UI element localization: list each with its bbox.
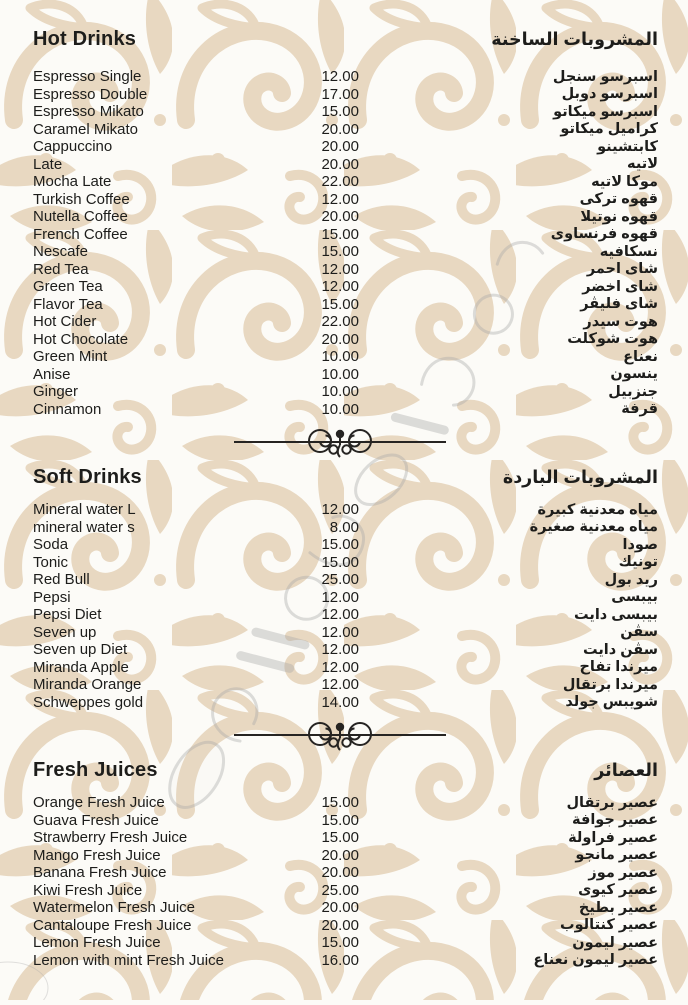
item-name-en: Anise <box>33 365 71 383</box>
item-name-ar: هوت سيدر <box>583 313 658 330</box>
item-name-ar: صودا <box>622 536 658 553</box>
item-name-en: Soda <box>33 536 69 554</box>
item-name-en: Pepsi <box>33 588 71 606</box>
menu-item-row <box>33 694 658 712</box>
section-heading <box>33 28 658 50</box>
menu-item-row <box>33 331 658 349</box>
section-title-ar: العصائر <box>594 760 658 780</box>
item-price: 25.00 <box>321 881 359 899</box>
item-price: 12.00 <box>321 278 359 296</box>
item-price: 15.00 <box>321 553 359 571</box>
menu-item-row <box>33 659 658 677</box>
item-name-en: Pepsi Diet <box>33 606 102 624</box>
menu-item-row <box>33 86 658 104</box>
item-price: 15.00 <box>321 536 359 554</box>
item-name-ar: عصير ليمون نعناع <box>533 952 658 969</box>
item-name-ar: بيبسى دايت <box>574 606 658 623</box>
menu-item-row <box>33 536 658 554</box>
item-name-en: Orange Fresh Juice <box>33 794 165 812</box>
item-price: 22.00 <box>321 313 359 331</box>
item-price: 20.00 <box>321 330 359 348</box>
section-fresh-juices <box>33 759 658 969</box>
section-title-ar: المشروبات الساخنة <box>491 29 658 49</box>
item-name-en: Cinnamon <box>33 400 102 418</box>
menu-item-row <box>33 401 658 419</box>
item-name-ar: لاتيه <box>627 156 658 173</box>
item-price: 15.00 <box>321 934 359 952</box>
item-name-ar: بيبسى <box>611 589 658 606</box>
menu-item-row <box>33 519 658 537</box>
item-price: 25.00 <box>321 571 359 589</box>
menu-item-row <box>33 829 658 847</box>
menu-item-row <box>33 899 658 917</box>
item-price: 16.00 <box>321 951 359 969</box>
section-title-en: Hot Drinks <box>33 28 137 50</box>
item-price: 20.00 <box>321 120 359 138</box>
menu-item-row <box>33 917 658 935</box>
item-price: 10.00 <box>321 400 359 418</box>
item-name-en: Hot Cider <box>33 313 97 331</box>
item-price: 12.00 <box>321 676 359 694</box>
item-price: 10.00 <box>321 383 359 401</box>
section-title-ar: المشروبات الباردة <box>502 467 658 487</box>
item-name-ar: ميرندا برتقال <box>562 676 658 693</box>
menu-item-row <box>33 191 658 209</box>
item-name-en: French Coffee <box>33 225 128 243</box>
item-name-en: Red Tea <box>33 260 89 278</box>
item-name-ar: تونيك <box>618 554 658 571</box>
menu-item-row <box>33 676 658 694</box>
item-name-en: Caramel Mikato <box>33 120 139 138</box>
soft-drinks-list <box>33 501 658 711</box>
item-name-ar: موكا لاتيه <box>591 173 658 190</box>
item-name-en: Turkish Coffee <box>33 190 130 208</box>
section-soft-drinks <box>33 466 658 711</box>
item-name-ar: اسبرسو ميكاتو <box>553 103 658 120</box>
item-name-ar: ميرندا تفاح <box>579 659 658 676</box>
menu-item-row <box>33 348 658 366</box>
menu-item-row <box>33 571 658 589</box>
item-price: 15.00 <box>321 829 359 847</box>
item-name-en: Mango Fresh Juice <box>33 846 161 864</box>
item-name-ar: مياه معدنية كبيرة <box>537 501 658 518</box>
item-name-en: Schweppes gold <box>33 693 144 711</box>
item-name-ar: اسبرسو دوبل <box>561 86 658 103</box>
menu-item-row <box>33 383 658 401</box>
menu-item-row <box>33 812 658 830</box>
item-name-ar: كراميل ميكاتو <box>560 121 658 138</box>
item-name-ar: قهوه فرنساوى <box>550 226 658 243</box>
menu-item-row <box>33 624 658 642</box>
item-price: 15.00 <box>321 103 359 121</box>
menu-item-row <box>33 226 658 244</box>
item-name-ar: نسكافيه <box>599 243 658 260</box>
item-name-ar: عصير جوافة <box>572 812 658 829</box>
menu-item-row <box>33 208 658 226</box>
menu-item-row <box>33 261 658 279</box>
item-name-ar: شاى احمر <box>586 261 658 278</box>
item-name-en: mineral water s <box>33 518 135 536</box>
section-heading <box>33 466 658 488</box>
item-price: 12.00 <box>321 623 359 641</box>
item-price: 15.00 <box>321 811 359 829</box>
item-name-en: Tonic <box>33 553 69 571</box>
section-hot-drinks <box>33 28 658 418</box>
item-name-en: Lemon Fresh Juice <box>33 934 161 952</box>
item-name-ar: شاى فليڤر <box>580 296 658 313</box>
item-name-ar: عصير فراولة <box>568 829 658 846</box>
item-price: 10.00 <box>321 365 359 383</box>
item-name-ar: عصير برتقال <box>566 794 658 811</box>
section-heading <box>33 759 658 781</box>
item-name-ar: عصير كيوى <box>578 882 658 899</box>
item-price: 12.00 <box>321 260 359 278</box>
item-price: 12.00 <box>321 606 359 624</box>
item-price: 20.00 <box>321 899 359 917</box>
item-price: 12.00 <box>321 588 359 606</box>
menu-item-row <box>33 641 658 659</box>
item-price: 20.00 <box>321 138 359 156</box>
item-name-ar: اسبرسو سنجل <box>552 68 658 85</box>
menu-item-row <box>33 847 658 865</box>
item-name-ar: سڤن <box>620 624 658 641</box>
item-name-ar: نعناع <box>623 348 658 365</box>
menu-item-row <box>33 156 658 174</box>
item-price: 10.00 <box>321 348 359 366</box>
item-name-en: Espresso Double <box>33 85 148 103</box>
item-name-ar: عصير موز <box>588 864 658 881</box>
item-price: 17.00 <box>321 85 359 103</box>
item-name-ar: عصير بطيخ <box>578 899 658 916</box>
item-name-en: Miranda Orange <box>33 676 142 694</box>
item-name-en: Green Mint <box>33 348 108 366</box>
item-name-en: Strawberry Fresh Juice <box>33 829 188 847</box>
item-name-en: Mocha Late <box>33 173 112 191</box>
ornamental-divider <box>234 428 446 460</box>
item-name-en: Guava Fresh Juice <box>33 811 159 829</box>
item-name-ar: جنزبيل <box>608 383 658 400</box>
item-name-ar: هوت شوكلت <box>567 331 658 348</box>
menu-item-row <box>33 243 658 261</box>
fresh-juices-list <box>33 794 658 969</box>
item-price: 12.00 <box>321 641 359 659</box>
item-name-en: Banana Fresh Juice <box>33 864 167 882</box>
item-price: 12.00 <box>321 501 359 519</box>
item-name-ar: سڤن دايت <box>583 641 658 658</box>
menu-item-row <box>33 554 658 572</box>
ornamental-divider <box>234 721 446 753</box>
menu-item-row <box>33 121 658 139</box>
item-price: 12.00 <box>321 68 359 86</box>
item-name-ar: عصير مانجو <box>575 847 658 864</box>
item-price: 20.00 <box>321 155 359 173</box>
item-name-en: Kiwi Fresh Juice <box>33 881 143 899</box>
item-name-en: Cappuccino <box>33 138 113 156</box>
item-name-en: Cantaloupe Fresh Juice <box>33 916 192 934</box>
item-name-ar: مياه معدنية صغيرة <box>529 519 658 536</box>
menu-item-row <box>33 278 658 296</box>
item-name-en: Lemon with mint Fresh Juice <box>33 951 224 969</box>
item-price: 20.00 <box>321 208 359 226</box>
item-name-en: Seven up Diet <box>33 641 128 659</box>
item-price: 20.00 <box>321 916 359 934</box>
item-name-en: Red Bull <box>33 571 90 589</box>
item-name-en: Late <box>33 155 63 173</box>
item-name-en: Miranda Apple <box>33 658 129 676</box>
item-name-ar: قرفة <box>621 401 658 418</box>
item-price: 22.00 <box>321 173 359 191</box>
section-title-en: Fresh Juices <box>33 759 158 781</box>
menu-item-row <box>33 934 658 952</box>
item-name-ar: شاى اخضر <box>582 278 658 295</box>
item-name-ar: قهوه تركى <box>579 191 658 208</box>
item-name-en: Flavor Tea <box>33 295 103 313</box>
menu-item-row <box>33 173 658 191</box>
item-price: 20.00 <box>321 846 359 864</box>
section-title-en: Soft Drinks <box>33 466 142 488</box>
item-name-ar: ريد بول <box>604 571 658 588</box>
item-name-en: Ginger <box>33 383 79 401</box>
item-price: 15.00 <box>321 243 359 261</box>
item-price: 12.00 <box>321 190 359 208</box>
item-price: 15.00 <box>321 295 359 313</box>
item-price: 12.00 <box>321 658 359 676</box>
menu-item-row <box>33 138 658 156</box>
menu-item-row <box>33 589 658 607</box>
item-name-en: Watermelon Fresh Juice <box>33 899 195 917</box>
menu-item-row <box>33 864 658 882</box>
item-name-ar: عصير ليمون <box>572 934 658 951</box>
item-name-ar: شويبس جولد <box>565 694 658 711</box>
item-name-en: Nutella Coffee <box>33 208 128 226</box>
item-price: 20.00 <box>321 864 359 882</box>
item-name-en: Green Tea <box>33 278 103 296</box>
item-name-en: Mineral water L <box>33 501 136 519</box>
item-name-ar: ينسون <box>610 366 658 383</box>
menu-item-row <box>33 952 658 970</box>
item-price: 15.00 <box>321 794 359 812</box>
menu-item-row <box>33 103 658 121</box>
menu-item-row <box>33 606 658 624</box>
item-price: 8.00 <box>329 518 359 536</box>
item-name-en: Espresso Single <box>33 68 142 86</box>
menu-item-row <box>33 68 658 86</box>
menu-item-row <box>33 313 658 331</box>
item-name-ar: قهوه نوتيلا <box>580 208 658 225</box>
menu-item-row <box>33 366 658 384</box>
item-price: 15.00 <box>321 225 359 243</box>
menu-item-row <box>33 794 658 812</box>
item-name-en: Espresso Mikato <box>33 103 144 121</box>
menu-item-row <box>33 882 658 900</box>
menu-item-row <box>33 501 658 519</box>
item-name-ar: عصير كنتالوب <box>560 917 658 934</box>
hot-drinks-list <box>33 68 658 418</box>
item-name-en: Nescafe <box>33 243 89 261</box>
item-name-ar: كابتشينو <box>597 138 658 155</box>
item-name-en: Hot Chocolate <box>33 330 129 348</box>
menu-item-row <box>33 296 658 314</box>
item-price: 14.00 <box>321 693 359 711</box>
item-name-en: Seven up <box>33 623 97 641</box>
